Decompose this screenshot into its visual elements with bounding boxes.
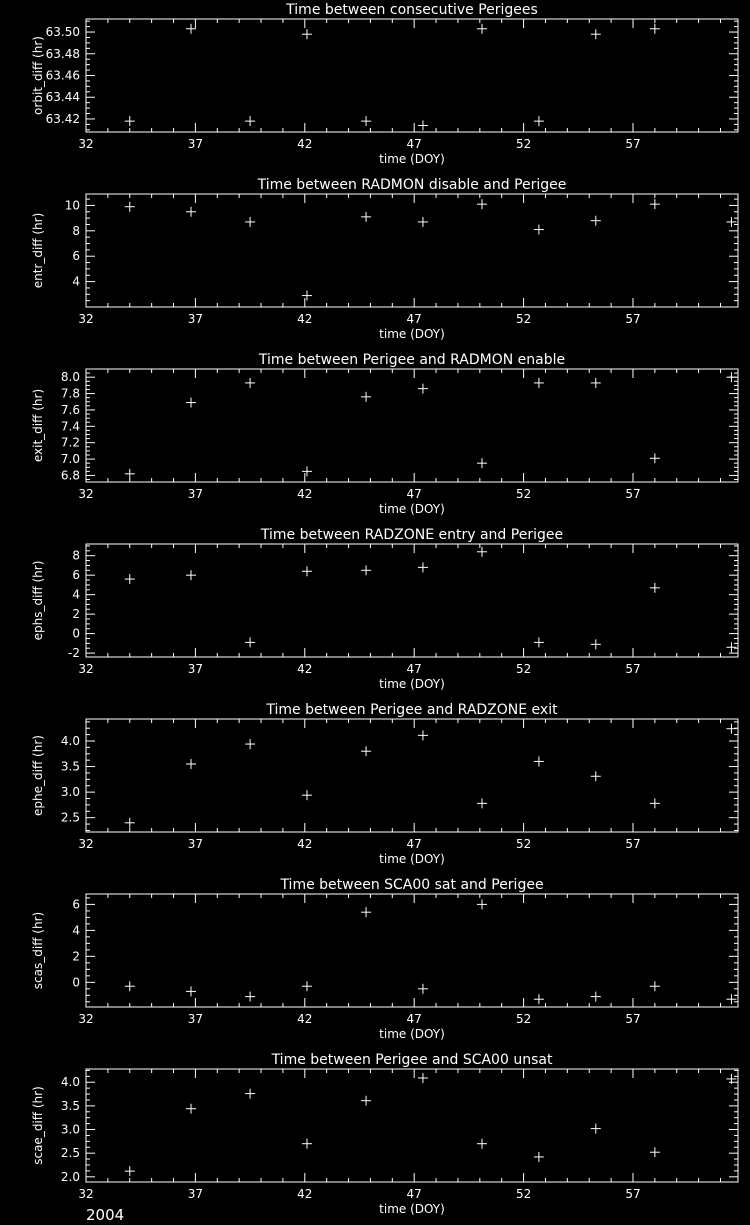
plot-frame <box>86 194 738 307</box>
x-tick-label: 52 <box>515 1012 532 1026</box>
y-tick-label: 3.5 <box>60 759 80 774</box>
data-point <box>125 981 135 991</box>
data-point <box>726 372 736 382</box>
data-point <box>534 994 544 1004</box>
x-tick-label: 42 <box>297 1012 313 1026</box>
data-point <box>650 583 660 593</box>
data-point <box>245 1089 255 1099</box>
x-tick-label: 47 <box>406 837 422 851</box>
y-axis-label: scas_diff (hr) <box>31 911 45 990</box>
x-tick-label: 52 <box>515 487 532 501</box>
y-tick-label: 6 <box>72 568 80 583</box>
x-tick-label: 42 <box>297 312 313 326</box>
data-point <box>245 378 255 388</box>
data-point <box>186 24 196 34</box>
data-point <box>245 637 255 647</box>
data-point <box>186 398 196 408</box>
y-tick-label: 7.8 <box>60 386 80 401</box>
data-point <box>361 212 371 222</box>
x-tick-label: 37 <box>187 137 204 151</box>
y-tick-label: 63.46 <box>45 68 80 83</box>
x-tick-label: 32 <box>78 487 94 501</box>
y-tick-label: 4 <box>72 274 80 289</box>
x-axis-label: time (DOY) <box>379 852 445 866</box>
data-point <box>477 899 487 909</box>
y-tick-label: 8.0 <box>60 370 80 385</box>
x-tick-label: 47 <box>406 1187 422 1201</box>
data-point <box>477 547 487 557</box>
x-tick-label: 47 <box>406 662 422 676</box>
x-tick-label: 32 <box>78 837 94 851</box>
data-point <box>418 562 428 572</box>
y-tick-label: 7.2 <box>60 435 80 450</box>
y-tick-label: 3.5 <box>60 1098 80 1113</box>
data-point <box>245 992 255 1002</box>
y-tick-label: 63.42 <box>45 111 80 126</box>
y-tick-label: 2 <box>72 949 80 964</box>
x-tick-label: 57 <box>625 137 641 151</box>
y-tick-label: 63.50 <box>45 25 80 40</box>
data-point <box>534 637 544 647</box>
x-tick-label: 32 <box>78 1012 94 1026</box>
chart-panel-5 <box>31 702 738 866</box>
plot-frame <box>86 19 738 132</box>
data-point <box>245 739 255 749</box>
data-point <box>302 566 312 576</box>
chart-panel-3 <box>31 352 738 516</box>
x-tick-label: 32 <box>78 662 94 676</box>
data-point <box>418 120 428 130</box>
chart-title: Time between Perigee and SCA00 unsat <box>271 1052 553 1068</box>
y-tick-label: 7.4 <box>60 419 80 434</box>
data-point <box>477 798 487 808</box>
chart-title: Time between consecutive Perigees <box>286 2 538 18</box>
data-point <box>650 199 660 209</box>
y-tick-label: 4 <box>72 923 80 938</box>
data-point <box>361 565 371 575</box>
data-point <box>591 378 601 388</box>
y-axis-label: ephs_diff (hr) <box>31 560 45 641</box>
y-tick-label: 0 <box>72 975 80 990</box>
y-tick-label: 63.48 <box>45 46 80 61</box>
data-point <box>125 818 135 828</box>
data-point <box>650 798 660 808</box>
data-point <box>302 981 312 991</box>
y-tick-label: 0 <box>72 626 80 641</box>
x-tick-label: 32 <box>78 137 94 151</box>
x-axis-label: time (DOY) <box>379 677 445 691</box>
y-tick-label: 10 <box>64 198 80 213</box>
y-axis-label: ephe_diff (hr) <box>31 735 45 816</box>
data-point <box>418 217 428 227</box>
data-point <box>534 116 544 126</box>
y-tick-label: 3.0 <box>60 1122 80 1137</box>
y-tick-label: 7.6 <box>60 402 80 417</box>
data-point <box>245 217 255 227</box>
x-tick-label: 32 <box>78 312 94 326</box>
y-tick-label: 4.0 <box>60 733 80 748</box>
data-point <box>477 1139 487 1149</box>
chart-title: Time between SCA00 sat and Perigee <box>280 877 544 893</box>
data-point <box>361 746 371 756</box>
y-tick-label: 6 <box>72 897 80 912</box>
data-point <box>361 392 371 402</box>
x-tick-label: 57 <box>625 487 641 501</box>
data-point <box>125 116 135 126</box>
y-tick-label: 3.0 <box>60 785 80 800</box>
x-tick-label: 47 <box>406 487 422 501</box>
x-tick-label: 42 <box>297 837 313 851</box>
data-point <box>591 992 601 1002</box>
data-point <box>591 771 601 781</box>
data-point <box>650 1147 660 1157</box>
data-point <box>591 216 601 226</box>
y-axis-label: exit_diff (hr) <box>31 388 45 463</box>
chart-title: Time between RADZONE entry and Perigee <box>260 527 564 543</box>
x-tick-label: 42 <box>297 662 313 676</box>
data-point <box>534 378 544 388</box>
data-point <box>726 724 736 734</box>
data-point <box>650 453 660 463</box>
data-point <box>418 384 428 394</box>
x-tick-label: 37 <box>187 1187 204 1201</box>
data-point <box>534 1152 544 1162</box>
data-point <box>477 24 487 34</box>
data-point <box>125 1166 135 1176</box>
chart-panel-7 <box>31 1052 738 1216</box>
data-point <box>534 756 544 766</box>
y-tick-label: 8 <box>72 223 80 238</box>
x-tick-label: 37 <box>187 487 204 501</box>
chart-title: Time between Perigee and RADZONE exit <box>266 702 558 718</box>
data-point <box>186 1104 196 1114</box>
plot-frame <box>86 369 738 482</box>
x-tick-label: 57 <box>625 312 641 326</box>
data-point <box>302 466 312 476</box>
data-point <box>650 24 660 34</box>
y-tick-label: 2.0 <box>60 1169 80 1184</box>
data-point <box>125 469 135 479</box>
data-point <box>361 116 371 126</box>
y-axis-label: entr_diff (hr) <box>31 212 45 289</box>
x-axis-label: time (DOY) <box>379 152 445 166</box>
y-tick-label: 7.0 <box>60 452 80 467</box>
y-tick-label: -2 <box>68 646 80 661</box>
x-tick-label: 52 <box>515 837 532 851</box>
year-label: 2004 <box>86 1206 125 1224</box>
x-tick-label: 57 <box>625 1012 641 1026</box>
x-tick-label: 37 <box>187 837 204 851</box>
x-tick-label: 47 <box>406 1012 422 1026</box>
data-point <box>418 1073 428 1083</box>
data-point <box>186 759 196 769</box>
data-point <box>125 574 135 584</box>
plot-frame <box>86 544 738 657</box>
data-point <box>186 207 196 217</box>
data-point <box>418 984 428 994</box>
data-point <box>591 29 601 39</box>
x-tick-label: 47 <box>406 312 422 326</box>
y-axis-label: scae_diff (hr) <box>31 1086 45 1165</box>
x-tick-label: 42 <box>297 137 313 151</box>
x-tick-label: 37 <box>187 312 204 326</box>
x-axis-label: time (DOY) <box>379 327 445 341</box>
y-tick-label: 2.5 <box>60 810 80 825</box>
data-point <box>302 1139 312 1149</box>
x-tick-label: 57 <box>625 837 641 851</box>
y-tick-label: 4.0 <box>60 1075 80 1090</box>
data-point <box>125 202 135 212</box>
data-point <box>361 1096 371 1106</box>
data-point <box>361 907 371 917</box>
y-tick-label: 2.5 <box>60 1146 80 1161</box>
x-tick-label: 52 <box>515 1187 532 1201</box>
x-axis-label: time (DOY) <box>379 1027 445 1041</box>
x-tick-label: 32 <box>78 1187 94 1201</box>
data-point <box>591 1124 601 1134</box>
data-point <box>650 981 660 991</box>
chart-panel-2 <box>31 177 738 341</box>
x-tick-label: 37 <box>187 1012 204 1026</box>
x-tick-label: 52 <box>515 137 532 151</box>
data-point <box>302 29 312 39</box>
chart-title: Time between RADMON disable and Perigee <box>257 177 567 193</box>
data-point <box>302 291 312 301</box>
x-tick-label: 52 <box>515 662 532 676</box>
data-point <box>245 116 255 126</box>
y-tick-label: 6.8 <box>60 468 80 483</box>
y-axis-label: orbit_diff (hr) <box>31 36 45 115</box>
data-point <box>477 199 487 209</box>
x-tick-label: 52 <box>515 312 532 326</box>
chart-panel-4 <box>31 527 738 691</box>
x-tick-label: 47 <box>406 137 422 151</box>
y-tick-label: 63.44 <box>45 90 80 105</box>
x-tick-label: 57 <box>625 662 641 676</box>
x-axis-label: time (DOY) <box>379 502 445 516</box>
data-point <box>186 986 196 996</box>
y-tick-label: 6 <box>72 249 80 264</box>
chart-panel-1 <box>31 2 738 166</box>
data-point <box>302 790 312 800</box>
data-point <box>477 458 487 468</box>
plot-frame <box>86 719 738 832</box>
y-tick-label: 8 <box>72 548 80 563</box>
data-point <box>534 225 544 235</box>
x-tick-label: 37 <box>187 662 204 676</box>
y-tick-label: 4 <box>72 587 80 602</box>
plot-frame <box>86 894 738 1007</box>
x-axis-label: time (DOY) <box>379 1202 445 1216</box>
x-tick-label: 42 <box>297 1187 313 1201</box>
x-tick-label: 42 <box>297 487 313 501</box>
plot-frame <box>86 1069 738 1182</box>
data-point <box>591 639 601 649</box>
data-point <box>418 730 428 740</box>
x-tick-label: 57 <box>625 1187 641 1201</box>
data-point <box>186 570 196 580</box>
chart-panel-6 <box>31 877 738 1041</box>
y-tick-label: 2 <box>72 607 80 622</box>
chart-title: Time between Perigee and RADMON enable <box>258 352 566 368</box>
